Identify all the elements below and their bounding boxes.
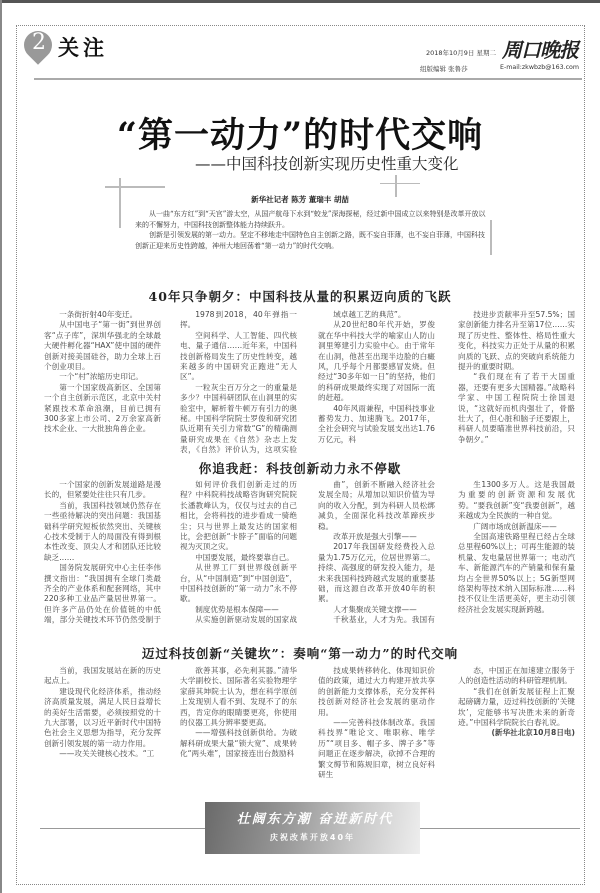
paragraph: 域卓越工艺的典范”。 [333,310,406,319]
paragraph: 态，中国正在加速建立服务于人的创造性活动的科研管理机制。 [458,666,575,686]
paragraph: 从中国电子“第一街”到世界创客“点子库”，深圳华强北的全球最大硬件孵化器“HAX”使中国的硬件创新对接美国硅谷，助力全球上百个创业项目。 [44,320,161,372]
paragraph: “我们在创新发展征程上汇聚起磅礴力量，迈过科技创新的‘关键坎’，定能够书写决胜未来的新奇迹。”中国科学院院长白春礼说。 [458,686,575,728]
paragraph: 一粒灰尘百万分之一的重量是多少？中国科研团队在山洞里的实验室中，解析着牛顿万有引力的奥秘。中国科学院院士罗俊和研究团队近期有关引力常数“G”的精确测量研究成果在《自然》杂志上发表，《自然》评价认为，这项实验 [180,382,297,455]
section-heading: 40年只争朝夕：中国科技从量的积累迈向质的飞跃 [148,289,452,304]
paragraph: ——攻关关键核心技术。“工 [59,749,155,759]
text-column [44,666,161,780]
paragraph: 人才集聚成关键支撑—— [333,604,417,614]
paragraph: 第一个国家级高新区、全国第一个自主创新示范区，北京中关村紧跟技术革命浪潮，目前已拥有300多家上市公司、2万余家高新技术企业、一大批独角兽企业。 [44,382,161,434]
paragraph: 空间科学、人工智能、四代核电、量子通信……近年来，中国科技创新格局发生了历史性转变，越来越多的中国研究正跑进“无人区”。 [180,330,297,382]
paragraph: 广阔市场成创新温床—— [473,521,557,531]
paragraph: 制度优势是根本保障—— [195,604,279,614]
banner-rule [420,828,580,829]
lead-paragraph: 从一曲“东方红”到“天宫”游太空，从国产航母下水到“蛟龙”深海探秘，经过新中国成立以来特别是改革开放以来的不懈努力，中国科技创新整体能力持续跃升。 [135,210,486,229]
anniversary-banner [205,802,420,854]
decorative-line [105,186,165,188]
paragraph: “我们现在有了若干大国重器，还要有更多大国精器。”战略科学家、中国工程院院士徐国退说，“这就好而机肉强壮了，骨骼壮大了，但心脏和脑子还要跟上，科研人员要瞄准世界科技前沿，只争朝夕。” [458,372,575,444]
paragraph: 一条街折射40年变迁。 [59,310,138,319]
text-column [180,310,297,455]
issue-date: 2018年10月9日 星期二 [425,49,496,57]
paragraph: 当前，我国科技领域仍然存在一些亟待解决的突出问题：我国基础科学研究短板依然突出、关键核心技术受制于人的局面没有得到根本性改变、顶尖人才和团队还比较缺乏…… [44,500,161,562]
paragraph: ——完善科技体制改革。我国科技界“唯论文、唯职称、唯学历”“项目多、帽子多、牌子多”等问题正在逐步解决，砍掉不合理的繁文缛节和陈规旧章，树立良好科研生 [318,718,435,780]
contact-email: E-mail:zkwbzb@163.com [500,64,580,71]
decorative-line [490,220,492,255]
text-column [180,480,297,626]
decorative-line [380,183,420,184]
text-column [318,666,435,780]
paragraph: 1978到2018，40年弹指一挥。 [180,310,297,330]
text-column [458,310,575,455]
article-title: “第一动力”的时代交响 [116,115,484,156]
article-lead [135,209,488,251]
paragraph: 技成果转移转化、体现知识价值的政策，通过大力构建开放共享的创新能力支撑体系，充分发挥科技创新对经济社会发展的驱动作用。 [318,666,435,717]
paragraph: 曲”，创新不断融入经济社会发展全局；从增加以知识价值为导向的收入分配，到为科研人员松绑减负，全面深化科技改革蹄疾步稳。 [318,480,435,531]
paragraph: 一个“村”浓缩历史印记。 [59,372,143,382]
section-heading: 你追我赶：科技创新动力永不停歇 [198,461,402,476]
paragraph: 中国要发展，最终要靠自己。 [195,552,294,562]
text-column [180,666,297,780]
text-column [458,480,575,626]
paragraph: 从实施创新驱动发展的国家战 [195,615,297,625]
paragraph: 一个国家的创新发展道路是漫长的，但紧要处往往只有几步。 [44,480,161,500]
paragraph: 改革开放是强大引擎—— [333,532,417,542]
paragraph: ——增强科技创新供给。为破解科研成果大量“锁大宽”、成果转化“两头难”，国家接连出台鼓励科 [180,728,297,759]
paragraph: 生1300多万人。这是我国最为重要的创新资源和发展优势。“要我创新”变“我要创新”，越来越成为全民族的一种自觉。 [458,480,575,521]
text-column [44,480,161,626]
lead-paragraph: 创新是引领发展的第一动力。坚定不移地走中国特色自主创新之路，既不妄自菲薄，也不妄自菲薄，中国科技创新正迎来历史性跨越，神州大地回荡着“第一动力”的时代交响。 [135,231,485,250]
header-divider [34,78,582,80]
page-number: 2 [32,30,46,55]
byline: 新华社记者 陈芳 董瑞丰 胡喆 [251,195,349,204]
section-heading: 迈过科技创新“关键坎”：奏响“第一动力”的时代交响 [141,646,459,661]
text-column [318,310,435,455]
banner-slogan: 壮阔东方潮 奋进新时代 [236,812,394,827]
paragraph: 当前，我国发展站在新的历史起点上。 [44,666,161,686]
banner-caption: 庆祝改革开放40年 [269,833,356,842]
paragraph: 技进步贡献率升至57.5%；国家创新能力排名升至第17位……实现了历史性、整体性、格局性重大变化，科技实力正处于从量的积累向质的飞跃、点的突破向系统能力提升的重要时期。 [458,310,575,372]
paragraph: 从20世纪80年代开始，罗俊就在华中科技大学的喻家山人防山洞里筹建引力实验中心。由于常年在山洞，他甚至出现半边脸的白癜风，几乎每个月都要感冒发烧。但经过“30多年如一日”的坚持，他们的科研成果最终实现了对国际一流的赶超。 [318,320,435,403]
paragraph: 从世界工厂到世界级创新平台，从“中国制造”到“中国创造”，中国科技创新的“第一动力”永不停歇。 [180,563,297,604]
paragraph: 2017年我国研发经费投入总量为1.75万亿元，位居世界第二。持续、高强度的研发投入能力，是未来我国科技跨越式发展的重要基础，而这源自改革开放40年的积累。 [318,542,435,604]
dateline-sign: (新华社北京10月8日电) [491,728,575,738]
text-column [44,310,161,455]
section-name: 关注 [58,35,108,60]
layout-editor: 组版编辑 张鲁莎 [420,65,468,73]
top-border [0,0,600,3]
paragraph: 千秋基业，人才为先。我国有 [333,615,435,625]
paragraph: 建设现代化经济体系，推动经济高质量发展，满足人民日益增长的美好生活需要，必须按照党的十九大部署，以习近平新时代中国特色社会主义思想为指导，充分发挥创新引领发展的第一动力作用。 [44,686,161,748]
paragraph: 全国高速铁路里程已经占全球总里程60%以上；可再生能源的装机量、发电量居世界第一；电动汽车、新能源汽车的产销量和保有量均占全世界50%以上；5G新型网络架构等技术纳入国际标准……科技不仅让生活更美好，更主动引领经济社会发展实现新跨越。 [458,532,575,614]
text-column [458,666,575,780]
article-subtitle: ——中国科技创新实现历史性重大变化 [195,155,459,173]
text-column [318,480,435,626]
paragraph: 欲善其事，必先利其器。”清华大学副校长、国际著名实验物理学家薛其坤院士认为，想在科学原创上发现别人看不到、发现不了的东西，肯定你的眼睛要更亮，你使用的仪器工具分辨率要更高。 [180,666,297,728]
banner-rule [40,828,205,829]
newspaper-masthead: 周口晚报 [502,38,578,62]
paragraph: 如何评价我们创新走过的历程？中科院科技战略咨询研究院院长潘教峰认为，仅仅与过去的自己相比，会将科技的进步看成一骑绝尘；只与世界上最发达的国家相比，会把创新“卡脖子”面临的问题视为灭顶之灾。 [180,480,297,552]
paragraph: 国务院发展研究中心主任李伟撰文指出：“我国拥有全球门类最齐全的产业体系和配套网络，其中220多种工业品产量居世界第一。但许多产品仍处在价值链的中低端，部分关键技术环节仍然受制于 [44,563,161,625]
paragraph: 40年风雨兼程，中国科技事业蓄势发力、加速腾飞。2017年，全社会研究与试验发展支出达1.76万亿元，科 [318,403,435,444]
